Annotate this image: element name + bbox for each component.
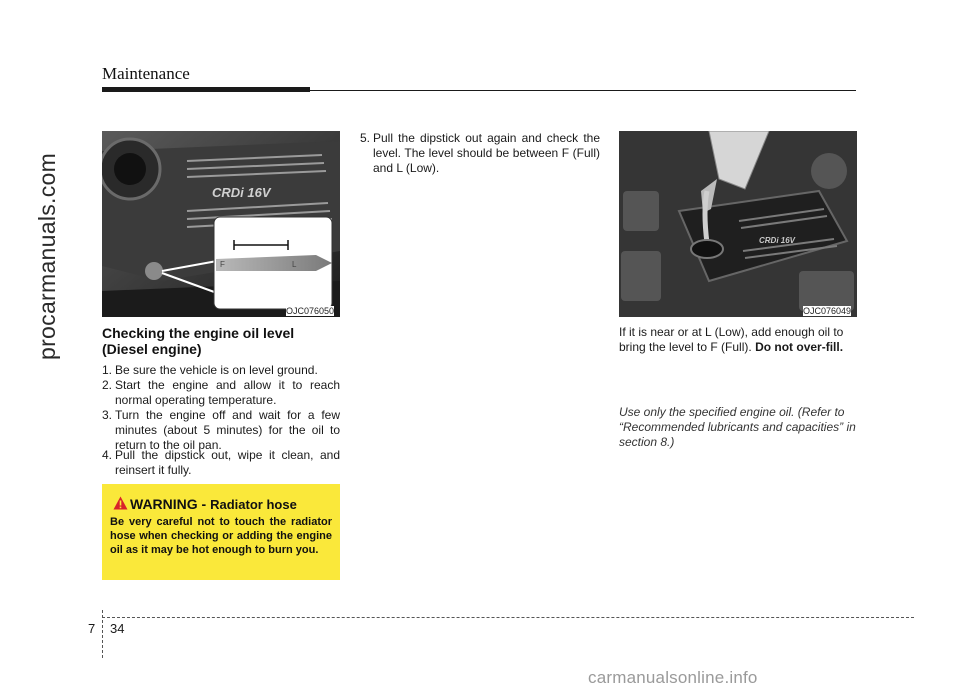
step-number: 3. (102, 408, 113, 422)
warning-triangle-icon (113, 496, 128, 510)
warning-subtitle: Radiator hose (210, 497, 297, 512)
engine-badge: CRDi 16V (212, 185, 271, 200)
step-1 (102, 363, 340, 378)
step-text: Turn the engine off and wait for a few minutes (about 5 minutes) for the oil to return to the oil pan. (115, 408, 340, 452)
figure-code: OJC076050 (286, 306, 335, 316)
step-text: Start the engine and allow it to reach normal operating temperature. (115, 378, 340, 407)
step-number: 1. (102, 363, 113, 377)
header-rule-thin (310, 90, 856, 91)
engine-badge-2: CRDi 16V (759, 236, 796, 245)
header-rule-thick (102, 87, 310, 92)
section-heading (102, 325, 340, 357)
step-number: 2. (102, 378, 113, 392)
step-2 (102, 378, 340, 408)
engine-illustration (102, 131, 340, 317)
step-3 (102, 408, 340, 453)
section-heading-line1: Checking the engine oil level (102, 325, 295, 341)
chapter-number: 7 (88, 621, 96, 636)
step-5 (360, 131, 600, 176)
engine-photo-dipstick (102, 131, 340, 317)
footer-watermark: carmanualsonline.info (588, 668, 758, 687)
footer-dashed-rule (102, 617, 914, 618)
oil-fill-illustration (619, 131, 857, 317)
section-title: Maintenance (102, 64, 190, 83)
do-not-overfill-text: Do not over-fill. (755, 340, 844, 354)
oil-spec-note: Use only the specified engine oil. (Refer to “Recommended lubricants and capacities” in section 8.) (619, 405, 856, 449)
dipstick-full-mark: F (220, 260, 225, 269)
warning-text: Be very careful not to touch the radiator hose when checking or adding the engine oil as it may be hot enough to burn you. (110, 516, 332, 556)
footer-dashed-divider (102, 610, 103, 658)
step-number: 5. (360, 131, 371, 145)
low-level-paragraph (619, 325, 857, 355)
page-number: 34 (110, 621, 125, 636)
warning-title (130, 496, 297, 512)
section-heading-line2: (Diesel engine) (102, 341, 202, 357)
dipstick-low-mark: L (292, 260, 297, 269)
figure-code-2: OJC076049 (803, 306, 852, 316)
step-text: Pull the dipstick out again and check the level. The level should be between F (Full) and L (Low). (373, 131, 600, 175)
step-number: 4. (102, 448, 113, 462)
engine-photo-oil-fill (619, 131, 857, 317)
low-level-text: If it is near or at L (Low), add enough oil to bring the level to F (Full). (619, 325, 844, 354)
step-4 (102, 448, 340, 478)
step-text: Be sure the vehicle is on level ground. (115, 363, 318, 377)
step-text: Pull the dipstick out, wipe it clean, and reinsert it fully. (115, 448, 340, 477)
warning-label: WARNING - (130, 496, 211, 512)
side-watermark: procarmanuals.com (34, 152, 60, 360)
